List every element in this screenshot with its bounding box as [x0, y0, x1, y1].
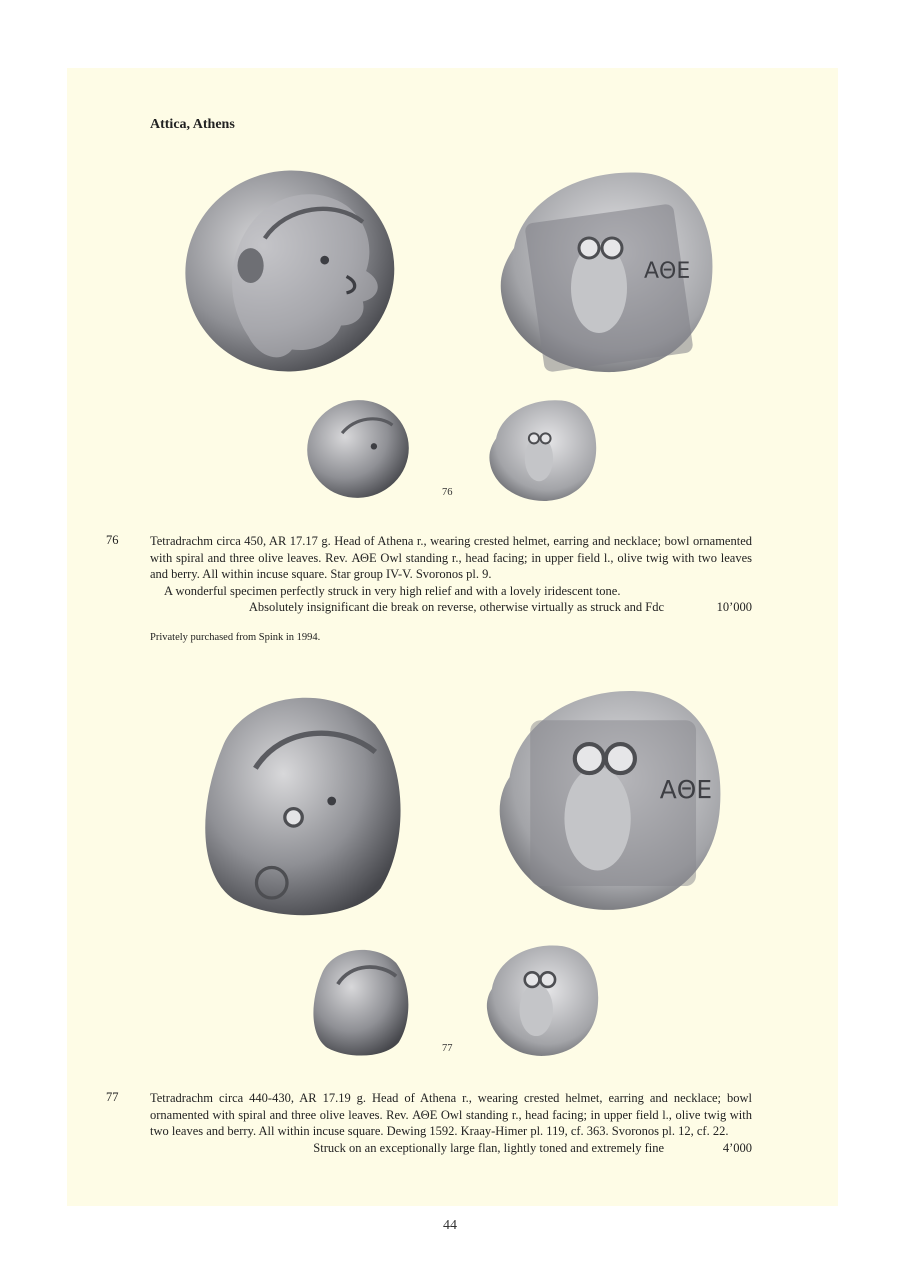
lot-77-price-row — [150, 1140, 752, 1157]
lot-76-price: 10’000 — [716, 600, 752, 614]
lot-76-obverse-small-image — [304, 396, 412, 502]
lot-76-obverse-large-image — [183, 162, 401, 380]
lot-77-description: Tetradrachm circa 440-430, AR 17.19 g. Head of Athena r., wearing crested helmet, earring and necklace; bowl ornamented with spiral and three olive leaves. Rev. ΑΘΕ Owl standing r., head facing; in upper field l., olive twig with two leaves and berry. All within incuse square. Dewing 1592. Kraay-Himer pl. 119, cf. 363. Svoronos pl. 12, cf. 22. — [150, 1091, 752, 1138]
lot-76-number: 76 — [106, 533, 119, 547]
lot-76-entry — [150, 533, 752, 616]
lot-76-provenance: Privately purchased from Spink in 1994. — [150, 632, 321, 643]
svg-text:ΑΘΕ: ΑΘΕ — [644, 259, 691, 284]
lot-76-grade: Absolutely insignificant die break on reverse, otherwise virtually as struck and Fdc — [248, 600, 664, 614]
lot-77-reverse-large-image — [494, 683, 724, 915]
lot-77-plate-label: 77 — [442, 1043, 453, 1054]
lot-76-price-row — [150, 599, 752, 616]
section-title: Attica, Athens — [150, 117, 235, 132]
lot-76-reverse-small-image — [486, 398, 598, 502]
lot-76-reverse-large-image — [494, 168, 716, 374]
page-number: 44 — [443, 1218, 457, 1233]
lot-77-reverse-small-image — [484, 942, 600, 1058]
lot-77-obverse-small-image — [306, 940, 412, 1060]
lot-76-plate-label: 76 — [442, 487, 453, 498]
lot-77-grade: Struck on an exceptionally large flan, lightly toned and extremely fine — [313, 1140, 664, 1155]
lot-76-note: A wonderful specimen perfectly struck in very high relief and with a lovely iridescent tone. — [164, 583, 621, 598]
lot-76-description: Tetradrachm circa 450, AR 17.17 g. Head of Athena r., wearing crested helmet, earring and necklace; bowl ornamented with spiral and three olive leaves. Rev. ΑΘΕ Owl standing r., head facing; in upper field l., olive twig with two leaves and berry. All within incuse square. Star group IV-V. Svoronos pl. 9. — [150, 534, 752, 581]
lot-77-number: 77 — [106, 1090, 119, 1104]
lot-77-entry — [150, 1090, 752, 1157]
svg-text:ΑΘΕ: ΑΘΕ — [659, 774, 713, 804]
lot-77-obverse-large-image — [190, 680, 408, 922]
lot-77-price: 4’000 — [722, 1140, 752, 1155]
